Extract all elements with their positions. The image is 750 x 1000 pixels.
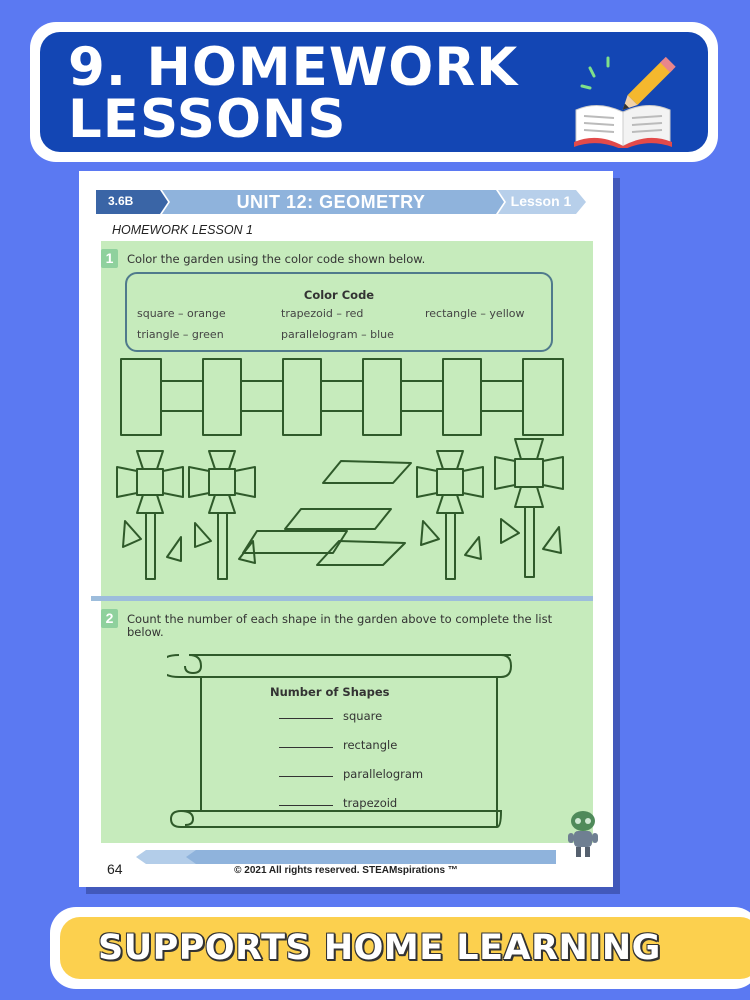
garden-rectangle [121, 359, 161, 435]
garden-rectangle [481, 381, 523, 411]
answer-blank[interactable] [279, 805, 333, 806]
flower [417, 451, 483, 579]
garden-rectangle [523, 359, 563, 435]
garden-rectangle [443, 359, 481, 435]
unit-code: 3.6B [108, 194, 134, 208]
footer-bar [136, 850, 556, 864]
question2-text-line2: below. [127, 625, 164, 639]
flower [117, 451, 183, 579]
banner-title-line2: LESSONS [68, 89, 347, 150]
color-code-box [125, 272, 553, 352]
book-pencil-icon [568, 48, 678, 148]
garden-rectangle [283, 359, 321, 435]
garden-parallelogram [323, 461, 411, 483]
garden-parallelogram [285, 509, 391, 529]
bottom-banner-text: SUPPORTS HOME LEARNING [98, 928, 661, 968]
bottom-banner-inner [60, 917, 750, 979]
garden-rectangle [203, 359, 241, 435]
page-number: 64 [107, 861, 123, 877]
banner-title [68, 37, 519, 150]
copyright: © 2021 All rights reserved. STEAMspirations ™ [234, 865, 458, 876]
question1-number: 1 [101, 249, 118, 268]
shape-label: square [343, 709, 383, 723]
shape-label: parallelogram [343, 767, 424, 781]
question2-text-line1: Count the number of each shape in the garden above to complete the list [127, 612, 553, 626]
color-code-title: Color Code [303, 288, 375, 302]
color-code-item: triangle – green [137, 328, 224, 341]
unit-title: UNIT 12: GEOMETRY [236, 192, 426, 212]
banner-title-line1: 9. HOMEWORK [68, 37, 519, 98]
question1-text: Color the garden using the color code shown below. [127, 252, 426, 266]
bottom-banner [50, 907, 750, 989]
flower [189, 451, 255, 579]
answer-blank[interactable] [279, 718, 333, 719]
shapes-list-title: Number of Shapes [270, 685, 390, 699]
top-banner-inner [40, 32, 708, 152]
shape-label: trapezoid [343, 796, 398, 810]
flower [495, 439, 563, 577]
garden-rectangle [161, 381, 203, 411]
shape-label: rectangle [343, 738, 398, 752]
lesson-label: Lesson 1 [510, 193, 572, 209]
color-code-item: parallelogram – blue [281, 328, 394, 341]
garden-rectangle [363, 359, 401, 435]
shapes-scroll [167, 651, 513, 838]
answer-blank[interactable] [279, 776, 333, 777]
garden-rectangle [401, 381, 443, 411]
garden-rectangle [321, 381, 363, 411]
question2-number: 2 [101, 609, 118, 628]
garden-drawing [101, 351, 593, 591]
answer-blank[interactable] [279, 747, 333, 748]
top-banner [30, 22, 718, 162]
scroll-outline [167, 651, 513, 833]
section-label: HOMEWORK LESSON 1 [112, 223, 253, 237]
unit-header [96, 190, 586, 214]
color-code-item: trapezoid – red [281, 307, 364, 320]
color-code-item: rectangle – yellow [425, 307, 525, 320]
color-code-item: square – orange [137, 307, 226, 320]
robot-mascot-icon [566, 809, 600, 861]
worksheet-page [79, 171, 613, 887]
garden-rectangle [241, 381, 283, 411]
